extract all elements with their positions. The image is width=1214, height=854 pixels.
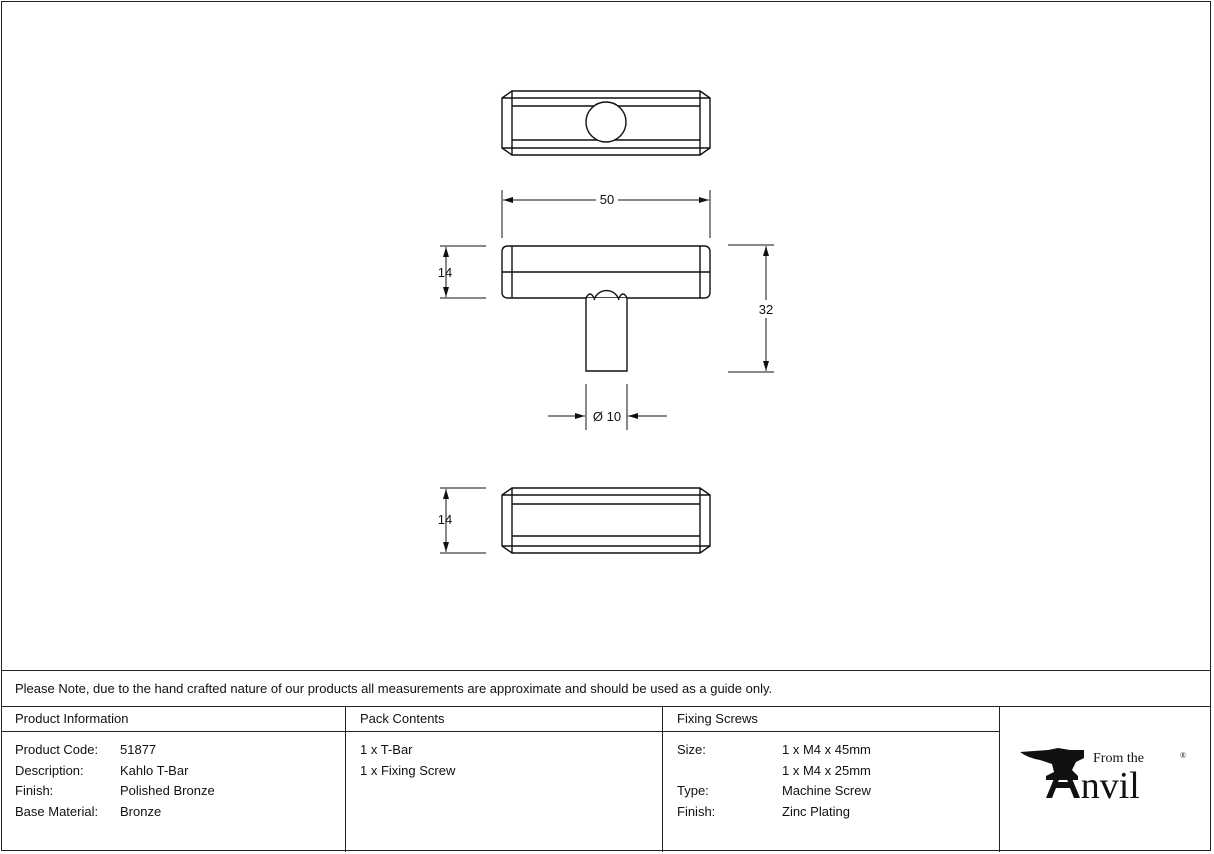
divider (1, 731, 999, 732)
product-code-value: 51877 (120, 742, 157, 757)
anvil-icon (1020, 748, 1084, 780)
pack-item: 1 x Fixing Screw (360, 763, 456, 778)
dim-diameter-label: Ø 10 (592, 409, 622, 424)
screw-size-label: Size: (677, 742, 706, 757)
measurement-note: Please Note, due to the hand crafted nature of our products all measurements are approximate and should be used as a guide only. (15, 681, 773, 696)
dim-width-label: 50 (599, 192, 615, 207)
description-label: Description: (15, 763, 84, 778)
divider (1, 670, 1211, 671)
pack-item: 1 x T-Bar (360, 742, 413, 757)
screw-type-value: Machine Screw (782, 783, 871, 798)
logo-from-the: From the (1093, 751, 1144, 766)
divider (662, 706, 663, 852)
logo-brand: Anvil (1080, 765, 1140, 807)
fixing-screws-heading: Fixing Screws (677, 711, 758, 726)
product-info-heading: Product Information (15, 711, 129, 726)
finish-value: Polished Bronze (120, 783, 215, 798)
screw-finish-label: Finish: (677, 804, 716, 819)
screw-size-value: 1 x M4 x 45mm (782, 742, 871, 757)
finish-label: Finish: (15, 783, 54, 798)
screw-type-label: Type: (677, 783, 709, 798)
product-code-label: Product Code: (15, 742, 99, 757)
side-view (502, 488, 710, 553)
divider (999, 706, 1000, 852)
divider (345, 706, 346, 852)
screw-finish-value: Zinc Plating (782, 804, 850, 819)
top-view (502, 91, 710, 155)
logo-registered: ® (1180, 751, 1187, 760)
base-material-value: Bronze (120, 804, 162, 819)
description-value: Kahlo T-Bar (120, 763, 189, 778)
dim-height-top-label: 14 (437, 265, 453, 280)
pack-contents-heading: Pack Contents (360, 711, 445, 726)
base-material-label: Base Material: (15, 804, 99, 819)
dim-height-bottom-label: 14 (437, 512, 453, 527)
dim-depth-label: 32 (758, 302, 774, 317)
from-the-anvil-logo (1018, 742, 1190, 808)
screw-size-value: 1 x M4 x 25mm (782, 763, 871, 778)
divider (1, 706, 1211, 707)
front-view (502, 246, 710, 371)
